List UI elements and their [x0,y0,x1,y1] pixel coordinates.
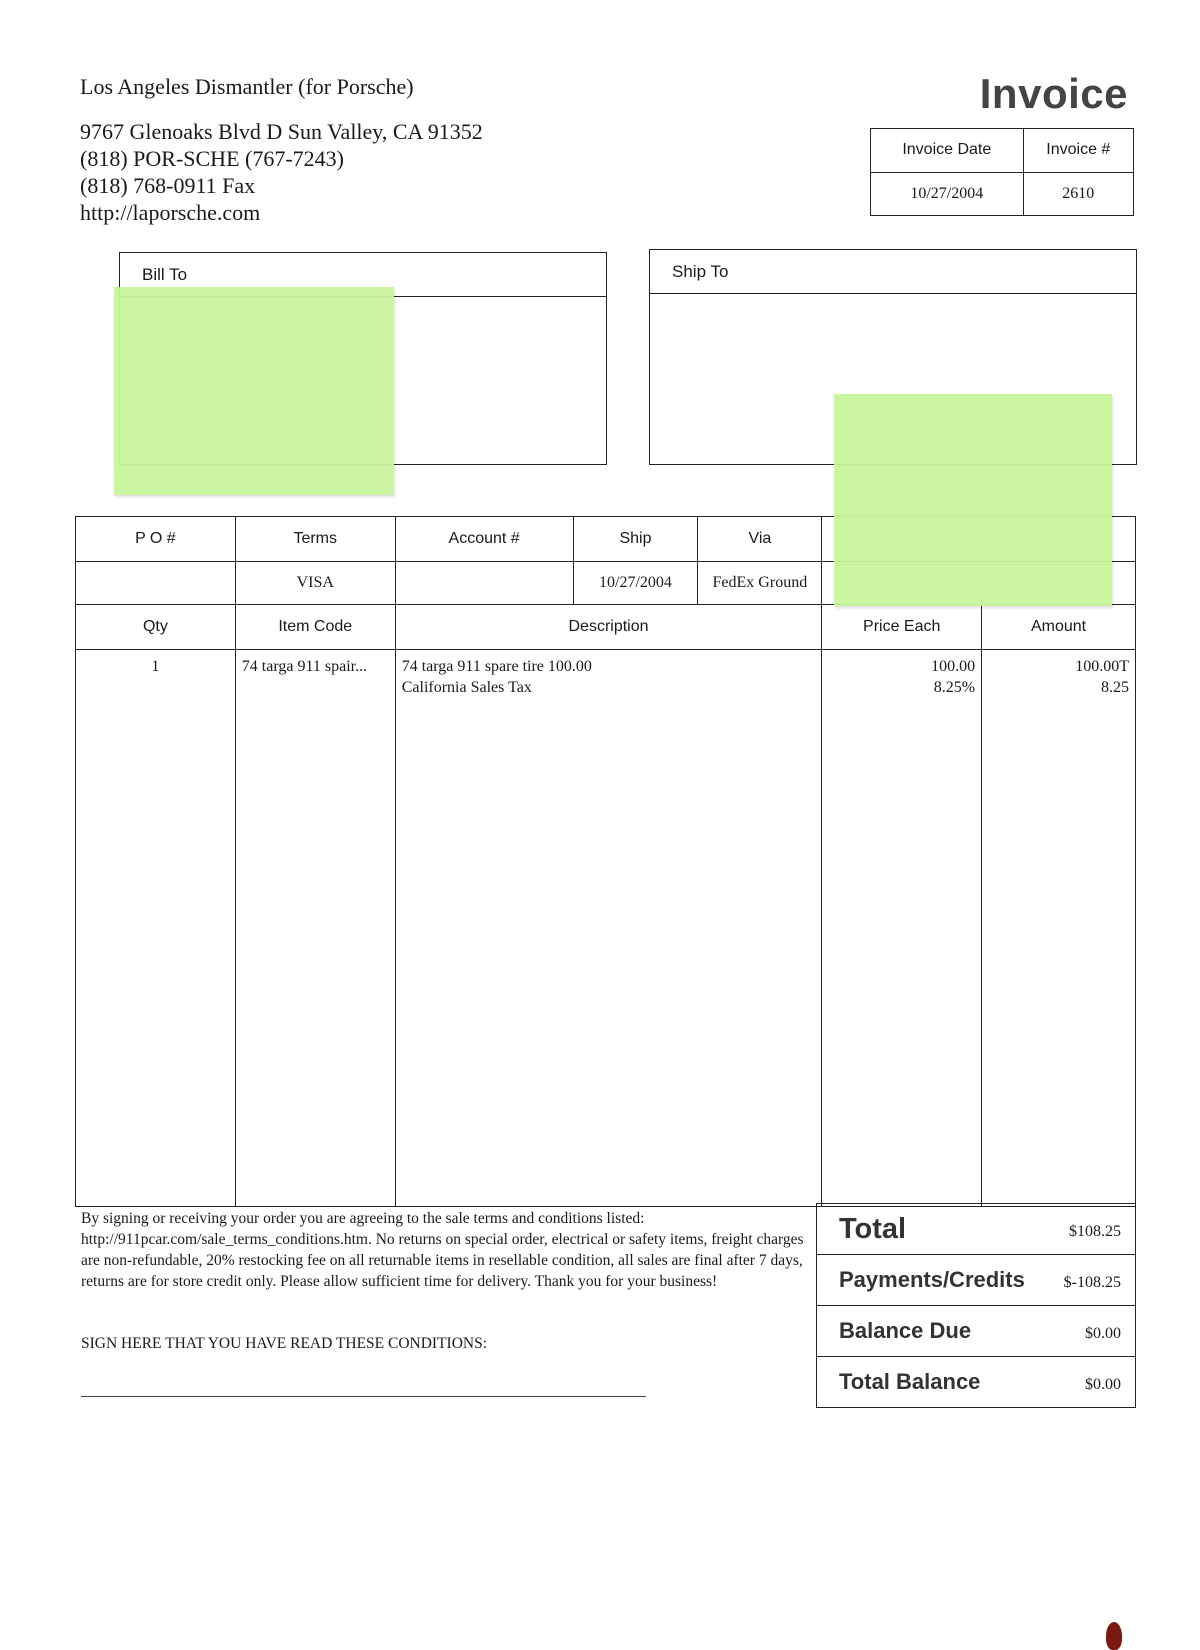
invoice-date-label: Invoice Date [871,129,1024,173]
via-header: Via [698,517,822,562]
balance-due-label: Balance Due [839,1318,972,1343]
invoice-number: 2610 [1023,172,1133,216]
qty-header: Qty [76,605,236,650]
terms-header: Terms [235,517,395,562]
company-contact [80,118,483,226]
redaction-sticky-note [114,287,394,495]
ship-to-label: Ship To [650,250,1136,294]
sign-here-text: SIGN HERE THAT YOU HAVE READ THESE CONDITIONS: [81,1335,488,1352]
total-balance-label: Total Balance [839,1369,981,1394]
payments-row [817,1255,1136,1306]
account-number-header: Account # [395,517,573,562]
price-each-column [822,650,982,1207]
ship-date-value: 10/27/2004 [573,562,698,605]
qty-value: 1 [151,658,160,675]
amount-value: 100.00T [1075,658,1129,675]
description-header: Description [395,605,822,650]
ink-mark [1106,1622,1122,1650]
price-each-value: 8.25% [933,679,976,696]
invoice-number-label: Invoice # [1023,129,1133,173]
total-value: $108.25 [1069,1223,1121,1240]
account-number-value [395,562,573,605]
total-balance-value: $0.00 [1085,1376,1121,1393]
via-value: FedEx Ground [698,562,822,605]
invoice-meta-table [870,128,1134,216]
item-code-column [235,650,395,1207]
company-fax: (818) 768-0911 Fax [80,173,256,198]
total-label: Total [839,1212,907,1245]
bill-to-label: Bill To [120,253,606,297]
item-code-header: Item Code [235,605,395,650]
company-address: 9767 Glenoaks Blvd D Sun Valley, CA 91352 [80,119,483,144]
po-number-value [76,562,236,605]
price-each-value: 100.00 [931,658,976,675]
payments-label: Payments/Credits [839,1267,1025,1292]
po-number-header: P O # [76,517,236,562]
terms-and-conditions: By signing or receiving your order you are agreeing to the sale terms and conditions listed: http://911pcar.com/sale_terms_conditions.htm. No returns on special order, electrical or safety items, freight charges are non-refundable, 20% restocking fee on all returnable items in resellable condition, all sales are final after 7 days, returns are for store credit only. Please allow sufficient time for delivery. Thank you for your business! [81,1210,804,1290]
amount-header: Amount [982,605,1136,650]
balance-due-row [817,1306,1136,1357]
totals-table [816,1203,1136,1408]
company-phone: (818) POR-SCHE (767-7243) [80,146,344,171]
ship-header: Ship [573,517,698,562]
price-each-header: Price Each [822,605,982,650]
payments-value: $-108.25 [1063,1274,1121,1291]
company-website: http://laporsche.com [80,200,261,225]
balance-due-value: $0.00 [1085,1325,1121,1342]
invoice-items-table [75,516,1136,1207]
description-line: California Sales Tax [401,679,532,696]
invoice-date: 10/27/2004 [871,172,1024,216]
total-row [817,1204,1136,1255]
amount-value: 8.25 [1101,679,1129,696]
total-balance-row [817,1357,1136,1408]
item-code-value: 74 targa 911 spair... [241,658,368,675]
terms-value: VISA [235,562,395,605]
signature-line [81,1396,646,1397]
redaction-sticky-note [834,394,1112,606]
amount-column [982,650,1136,1207]
qty-column [76,650,236,1207]
company-name: Los Angeles Dismantler (for Porsche) [80,74,414,99]
description-column [395,650,822,1207]
invoice-title: Invoice [979,70,1128,117]
description-line: 74 targa 911 spare tire 100.00 [401,658,592,675]
